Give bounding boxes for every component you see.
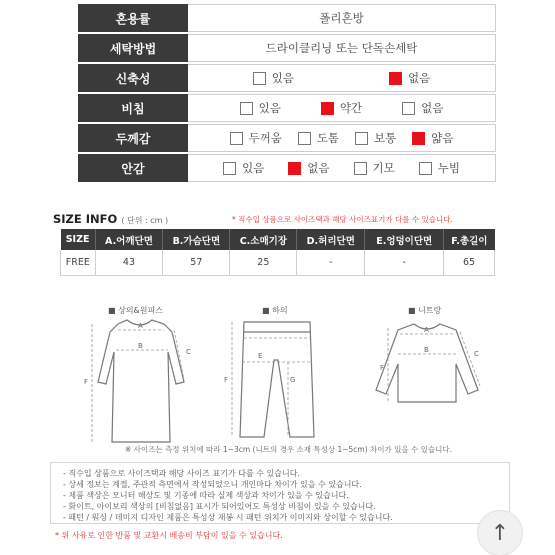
list-item: - 패턴 / 워싱 / 데미지 디자인 제품은 특성상 재봉 시 패턴 위치가 이미지와 상이할 수 있습니다. bbox=[63, 513, 393, 522]
sheer-label: 비침 bbox=[78, 94, 188, 122]
notes-box bbox=[50, 462, 510, 524]
knit-diagram bbox=[352, 302, 502, 447]
size-cell: - bbox=[297, 250, 365, 275]
size-header-cell: E.엉덩이단면 bbox=[365, 229, 444, 250]
wash-row bbox=[78, 34, 496, 62]
lining-option-label: 기모 bbox=[372, 161, 395, 175]
size-header-cell: F.총길이 bbox=[444, 229, 495, 250]
mix-value: 폴리혼방 bbox=[188, 4, 496, 32]
unchecked-box-icon bbox=[253, 72, 266, 85]
sheer-row bbox=[78, 94, 496, 122]
stretch-option-label: 없음 bbox=[408, 71, 431, 85]
list-item: - 제품 색상은 모니터 해상도 및 기종에 따라 실제 색상과 차이가 있을 수 있습니다. bbox=[63, 491, 349, 500]
unchecked-box-icon bbox=[240, 102, 253, 115]
unchecked-box-icon bbox=[230, 132, 243, 145]
unchecked-box-icon bbox=[298, 132, 311, 145]
bottom-note: * 위 사유로 인한 반품 및 교환시 배송비 부담이 있을 수 있습니다. bbox=[55, 531, 283, 540]
stretch-options bbox=[188, 64, 496, 92]
svg-text:E: E bbox=[258, 352, 263, 360]
wash-value: 드라이클리닝 또는 단독손세탁 bbox=[188, 34, 496, 62]
svg-text:F: F bbox=[84, 378, 89, 386]
svg-text:G: G bbox=[290, 376, 296, 384]
unchecked-box-icon bbox=[402, 102, 415, 115]
size-header-cell: B.가슴단면 bbox=[163, 229, 230, 250]
sheer-option bbox=[240, 100, 281, 116]
sheer-option-label: 없음 bbox=[421, 101, 444, 115]
checked-box-icon bbox=[389, 72, 402, 85]
sheer-option-label: 있음 bbox=[258, 101, 281, 115]
arrow-up-icon: ↑ bbox=[490, 520, 510, 546]
unchecked-box-icon bbox=[354, 162, 367, 175]
lining-option bbox=[419, 160, 460, 176]
lining-option bbox=[223, 160, 264, 176]
thickness-options bbox=[188, 124, 496, 152]
lining-label: 안감 bbox=[78, 154, 188, 182]
size-header-cell: C.소매기장 bbox=[230, 229, 297, 250]
dress-diagram bbox=[72, 302, 222, 447]
size-cell: 25 bbox=[230, 250, 297, 275]
svg-text:B: B bbox=[138, 342, 143, 350]
unchecked-box-icon bbox=[223, 162, 236, 175]
list-item: - 직수입 상품으로 사이즈택과 해당 사이즈 표기가 다를 수 있습니다. bbox=[63, 469, 300, 478]
svg-text:A: A bbox=[138, 322, 143, 330]
table-row bbox=[61, 250, 495, 275]
thickness-option-label: 보통 bbox=[374, 131, 397, 145]
wash-label: 세탁방법 bbox=[78, 34, 188, 62]
mix-row bbox=[78, 4, 496, 32]
thickness-option bbox=[355, 130, 396, 146]
thickness-row bbox=[78, 124, 496, 152]
list-item: - 화이트, 아이보리 색상의 [비침없음] 표시가 되어있어도 특성상 비침이 있을 수 있습니다. bbox=[63, 502, 376, 511]
product-properties bbox=[78, 4, 496, 184]
knit-diagram-label: ■ 니트랑 bbox=[408, 306, 442, 315]
stretch-option bbox=[389, 70, 430, 86]
lining-option bbox=[288, 160, 329, 176]
checked-box-icon bbox=[321, 102, 334, 115]
thickness-label: 두께감 bbox=[78, 124, 188, 152]
size-header-cell: A.어깨단면 bbox=[95, 229, 163, 250]
size-header-cell: D.허리단면 bbox=[297, 229, 365, 250]
svg-text:F: F bbox=[380, 364, 385, 372]
stretch-option-label: 있음 bbox=[271, 71, 294, 85]
mix-label: 혼용률 bbox=[78, 4, 188, 32]
thickness-option bbox=[230, 130, 282, 146]
size-info-heading: SIZE INFO bbox=[53, 212, 118, 226]
dress-diagram-label: ■ 상의&원피스 bbox=[108, 306, 163, 315]
size-cell: FREE bbox=[61, 250, 96, 275]
lining-option-label: 없음 bbox=[307, 161, 330, 175]
scroll-to-top-button[interactable] bbox=[477, 510, 523, 555]
sheer-option-label: 약간 bbox=[339, 101, 363, 115]
svg-text:C: C bbox=[474, 350, 479, 358]
thickness-option-label: 얇음 bbox=[431, 131, 454, 145]
size-cell: - bbox=[365, 250, 444, 275]
size-cell: 65 bbox=[444, 250, 495, 275]
svg-text:A: A bbox=[424, 326, 429, 334]
size-cell: 57 bbox=[163, 250, 230, 275]
size-info-note: * 직수입 상품으로 사이즈택과 해당 사이즈표기가 다를 수 있습니다. bbox=[232, 215, 453, 224]
sheer-option bbox=[402, 100, 443, 116]
size-table bbox=[60, 229, 495, 276]
unchecked-box-icon bbox=[419, 162, 432, 175]
pants-diagram-label: ■ 하의 bbox=[262, 306, 288, 315]
thickness-option-label: 도톰 bbox=[316, 131, 340, 145]
list-item: - 상세 정보는 계절, 주관적 측면에서 작성되었으니 개인마다 차이가 있을 수 있습니다. bbox=[63, 480, 362, 489]
measurement-note: ※ 사이즈는 측정 위치에 따라 1~3cm (니트의 경우 소재 특성상 1~5cm) 차이가 있을 수 있습니다. bbox=[125, 445, 453, 454]
thickness-option bbox=[298, 130, 339, 146]
svg-text:F: F bbox=[224, 376, 229, 384]
lining-row bbox=[78, 154, 496, 182]
thickness-option-label: 두꺼움 bbox=[248, 131, 282, 145]
size-header-cell: SIZE bbox=[61, 229, 96, 250]
size-info-unit: ( 단위 : cm ) bbox=[121, 216, 169, 225]
stretch-option bbox=[253, 70, 294, 86]
svg-text:C: C bbox=[186, 348, 191, 356]
size-cell: 43 bbox=[95, 250, 163, 275]
sheer-option bbox=[321, 100, 362, 116]
lining-option bbox=[354, 160, 395, 176]
lining-options bbox=[188, 154, 496, 182]
thickness-option bbox=[412, 130, 453, 146]
sheer-options bbox=[188, 94, 496, 122]
stretch-row bbox=[78, 64, 496, 92]
checked-box-icon bbox=[412, 132, 425, 145]
size-info-title bbox=[53, 212, 168, 226]
checked-box-icon bbox=[288, 162, 301, 175]
lining-option-label: 누빔 bbox=[437, 161, 460, 175]
unchecked-box-icon bbox=[355, 132, 368, 145]
size-table-header bbox=[61, 229, 495, 250]
stretch-label: 신축성 bbox=[78, 64, 188, 92]
lining-option-label: 있음 bbox=[242, 161, 265, 175]
svg-text:B: B bbox=[424, 346, 429, 354]
pants-diagram bbox=[202, 302, 352, 447]
